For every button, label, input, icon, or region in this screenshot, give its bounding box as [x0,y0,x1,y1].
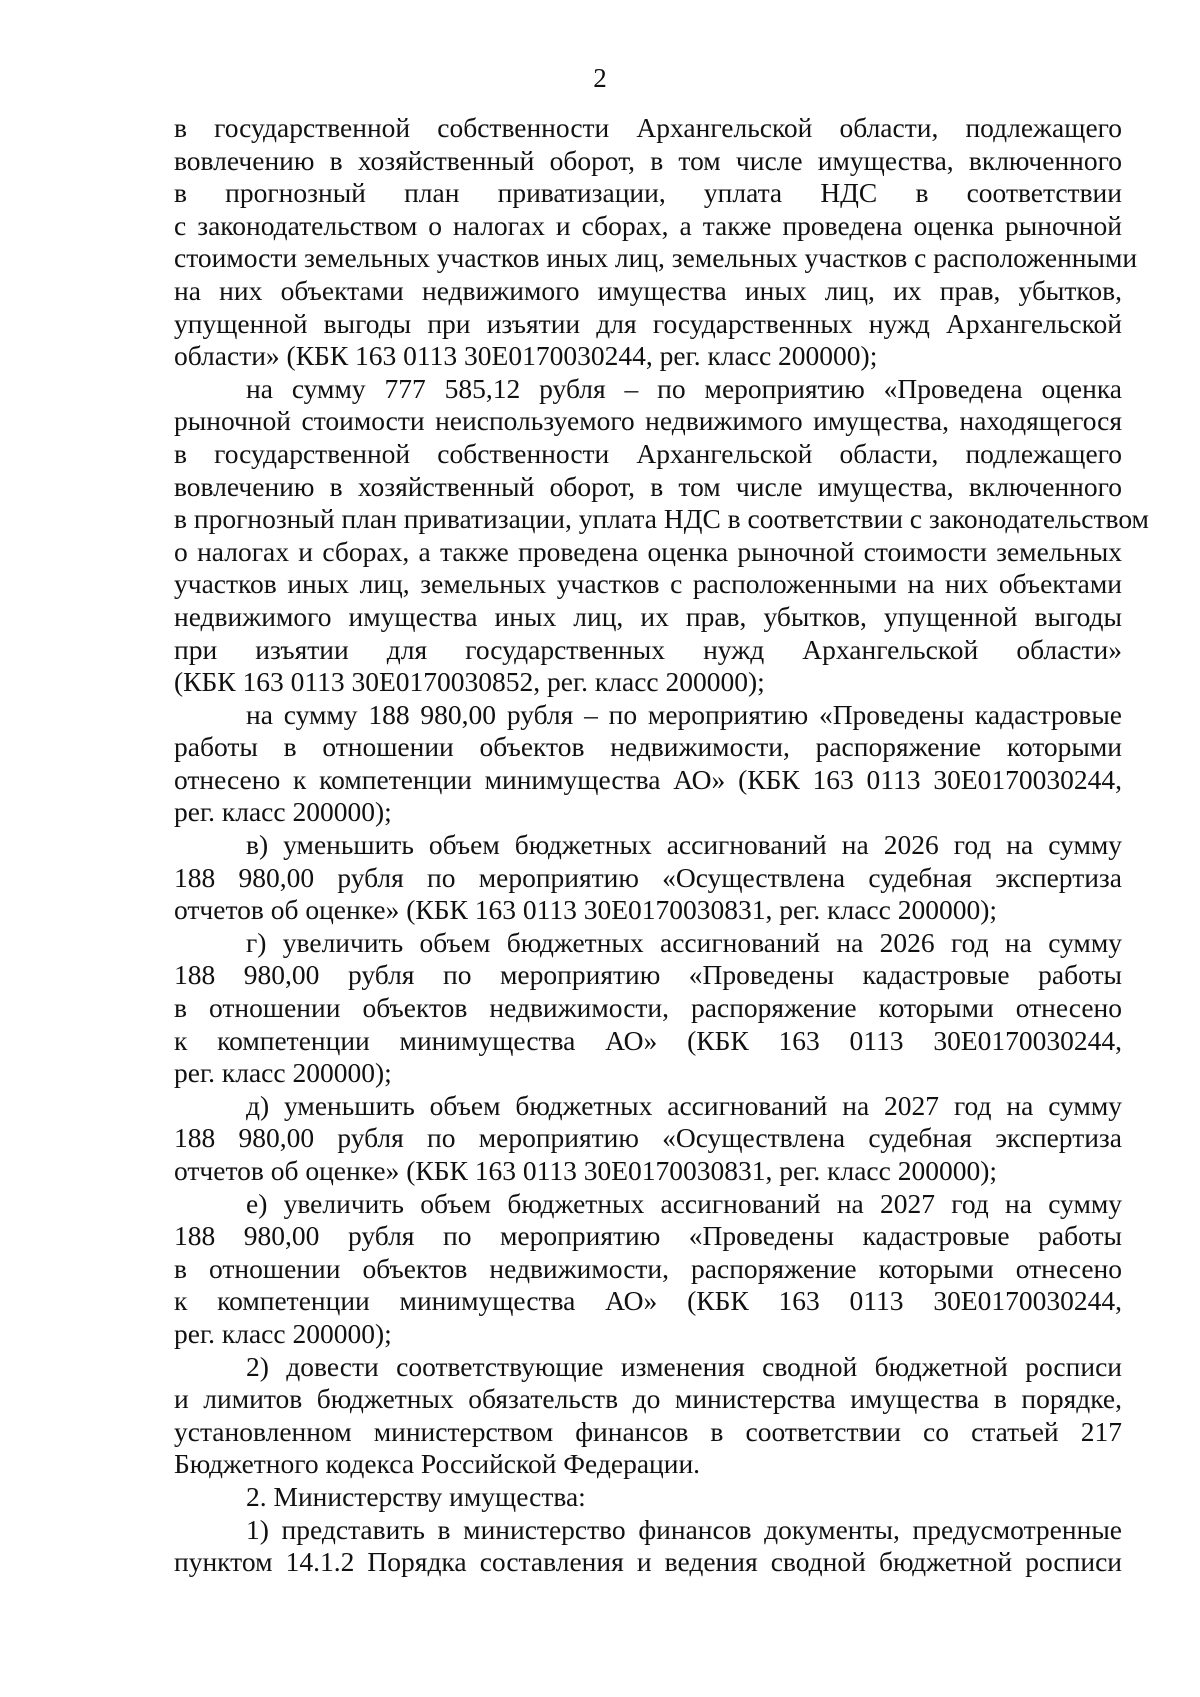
text-line: отнесено к компетенции минимущества АО» (КБК 163 0113 30Е0170030244, [174,763,1122,795]
text-line: Бюджетного кодекса Российской Федерации. [174,1448,701,1480]
text-line: вовлечению в хозяйственный оборот, в том числе имущества, включенного [174,144,1122,176]
text-line: области» (КБК 163 0113 30Е0170030244, рег. класс 200000); [174,340,878,372]
text-line: отчетов об оценке» (КБК 163 0113 30Е0170030831, рег. класс 200000); [174,894,998,926]
text-line: отчетов об оценке» (КБК 163 0113 30Е0170030831, рег. класс 200000); [174,1155,998,1186]
document-body [174,112,1149,1579]
text-line: в отношении объектов недвижимости, распоряжение которыми отнесено [174,1252,1122,1284]
paragraph [174,699,1122,829]
text-line: и лимитов бюджетных обязательств до министерства имущества в порядке, [174,1383,1122,1415]
text-line: в прогнозный план приватизации, уплата НДС в соответствии с законодательством [174,503,1149,535]
paragraph [174,829,1122,927]
paragraph [174,112,1138,373]
text-line: рег. класс 200000); [174,1317,392,1349]
paragraph [174,1351,1122,1481]
text-line: упущенной выгоды при изъятии для государственных нужд Архангельской [174,307,1122,339]
text-line: 2. Министерству имущества: [246,1480,586,1512]
text-line: в государственной собственности Архангельской области, подлежащего [174,437,1122,469]
text-line: рег. класс 200000); [174,796,392,828]
text-line: 188 980,00 рубля по мероприятию «Проведены кадастровые работы [174,1220,1122,1252]
text-line: в прогнозный план приватизации, уплата НДС в соответствии [174,177,1122,209]
text-line: г) увеличить объем бюджетных ассигнований на 2026 год на сумму [246,926,1122,958]
text-line: е) увеличить объем бюджетных ассигнований на 2027 год на сумму [246,1187,1122,1219]
text-line: установленном министерством финансов в соответствии со статьей 217 [174,1415,1122,1447]
text-line: д) уменьшить объем бюджетных ассигнований на 2027 год на сумму [246,1089,1122,1121]
text-line: 1) представить в министерство финансов документы, предусмотренные [246,1513,1122,1545]
text-line: в) уменьшить объем бюджетных ассигнований на 2026 год на сумму [246,829,1122,861]
text-line: вовлечению в хозяйственный оборот, в том числе имущества, включенного [174,470,1122,502]
text-line: рыночной стоимости неиспользуемого недвижимого имущества, находящегося [174,405,1122,437]
text-line: недвижимого имущества иных лиц, их прав, убытков, упущенной выгоды [174,600,1122,632]
paragraph [174,927,1122,1090]
text-line: к компетенции минимущества АО» (КБК 163 0113 30Е0170030244, [174,1285,1122,1317]
text-line: (КБК 163 0113 30Е0170030852, рег. класс 200000); [174,666,765,698]
text-line: рег. класс 200000); [174,1057,392,1089]
text-line: пунктом 14.1.2 Порядка составления и ведения сводной бюджетной росписи [174,1546,1122,1578]
paragraph [174,372,1149,699]
paragraph [174,1090,1122,1188]
text-line: стоимости земельных участков иных лиц, земельных участков с расположенными [174,242,1138,274]
text-line: 2) довести соответствующие изменения сводной бюджетной росписи [246,1350,1122,1382]
text-line: с законодательством о налогах и сборах, а также проведена оценка рыночной [174,209,1122,241]
text-line: на сумму 777 585,12 рубля – по мероприятию «Проведена оценка [246,372,1122,404]
paragraph [174,1481,1122,1514]
text-line: на сумму 188 980,00 рубля – по мероприятию «Проведены кадастровые [246,698,1122,730]
paragraph [174,1188,1122,1351]
text-line: о налогах и сборах, а также проведена оценка рыночной стоимости земельных [174,535,1122,567]
text-line: участков иных лиц, земельных участков с расположенными на них объектами [174,568,1122,600]
text-line: в государственной собственности Архангельской области, подлежащего [174,112,1122,143]
text-line: при изъятии для государственных нужд Архангельской области» [174,633,1122,665]
text-line: 188 980,00 рубля по мероприятию «Осуществлена судебная экспертиза [174,1122,1122,1154]
text-line: 188 980,00 рубля по мероприятию «Проведены кадастровые работы [174,959,1122,991]
text-line: работы в отношении объектов недвижимости, распоряжение которыми [174,731,1122,763]
text-line: в отношении объектов недвижимости, распоряжение которыми отнесено [174,992,1122,1024]
paragraph [174,1514,1122,1579]
text-line: на них объектами недвижимого имущества иных лиц, их прав, убытков, [174,274,1122,306]
text-line: к компетенции минимущества АО» (КБК 163 0113 30Е0170030244, [174,1024,1122,1056]
page-number: 2 [593,63,607,93]
text-line: 188 980,00 рубля по мероприятию «Осуществлена судебная экспертиза [174,861,1122,893]
